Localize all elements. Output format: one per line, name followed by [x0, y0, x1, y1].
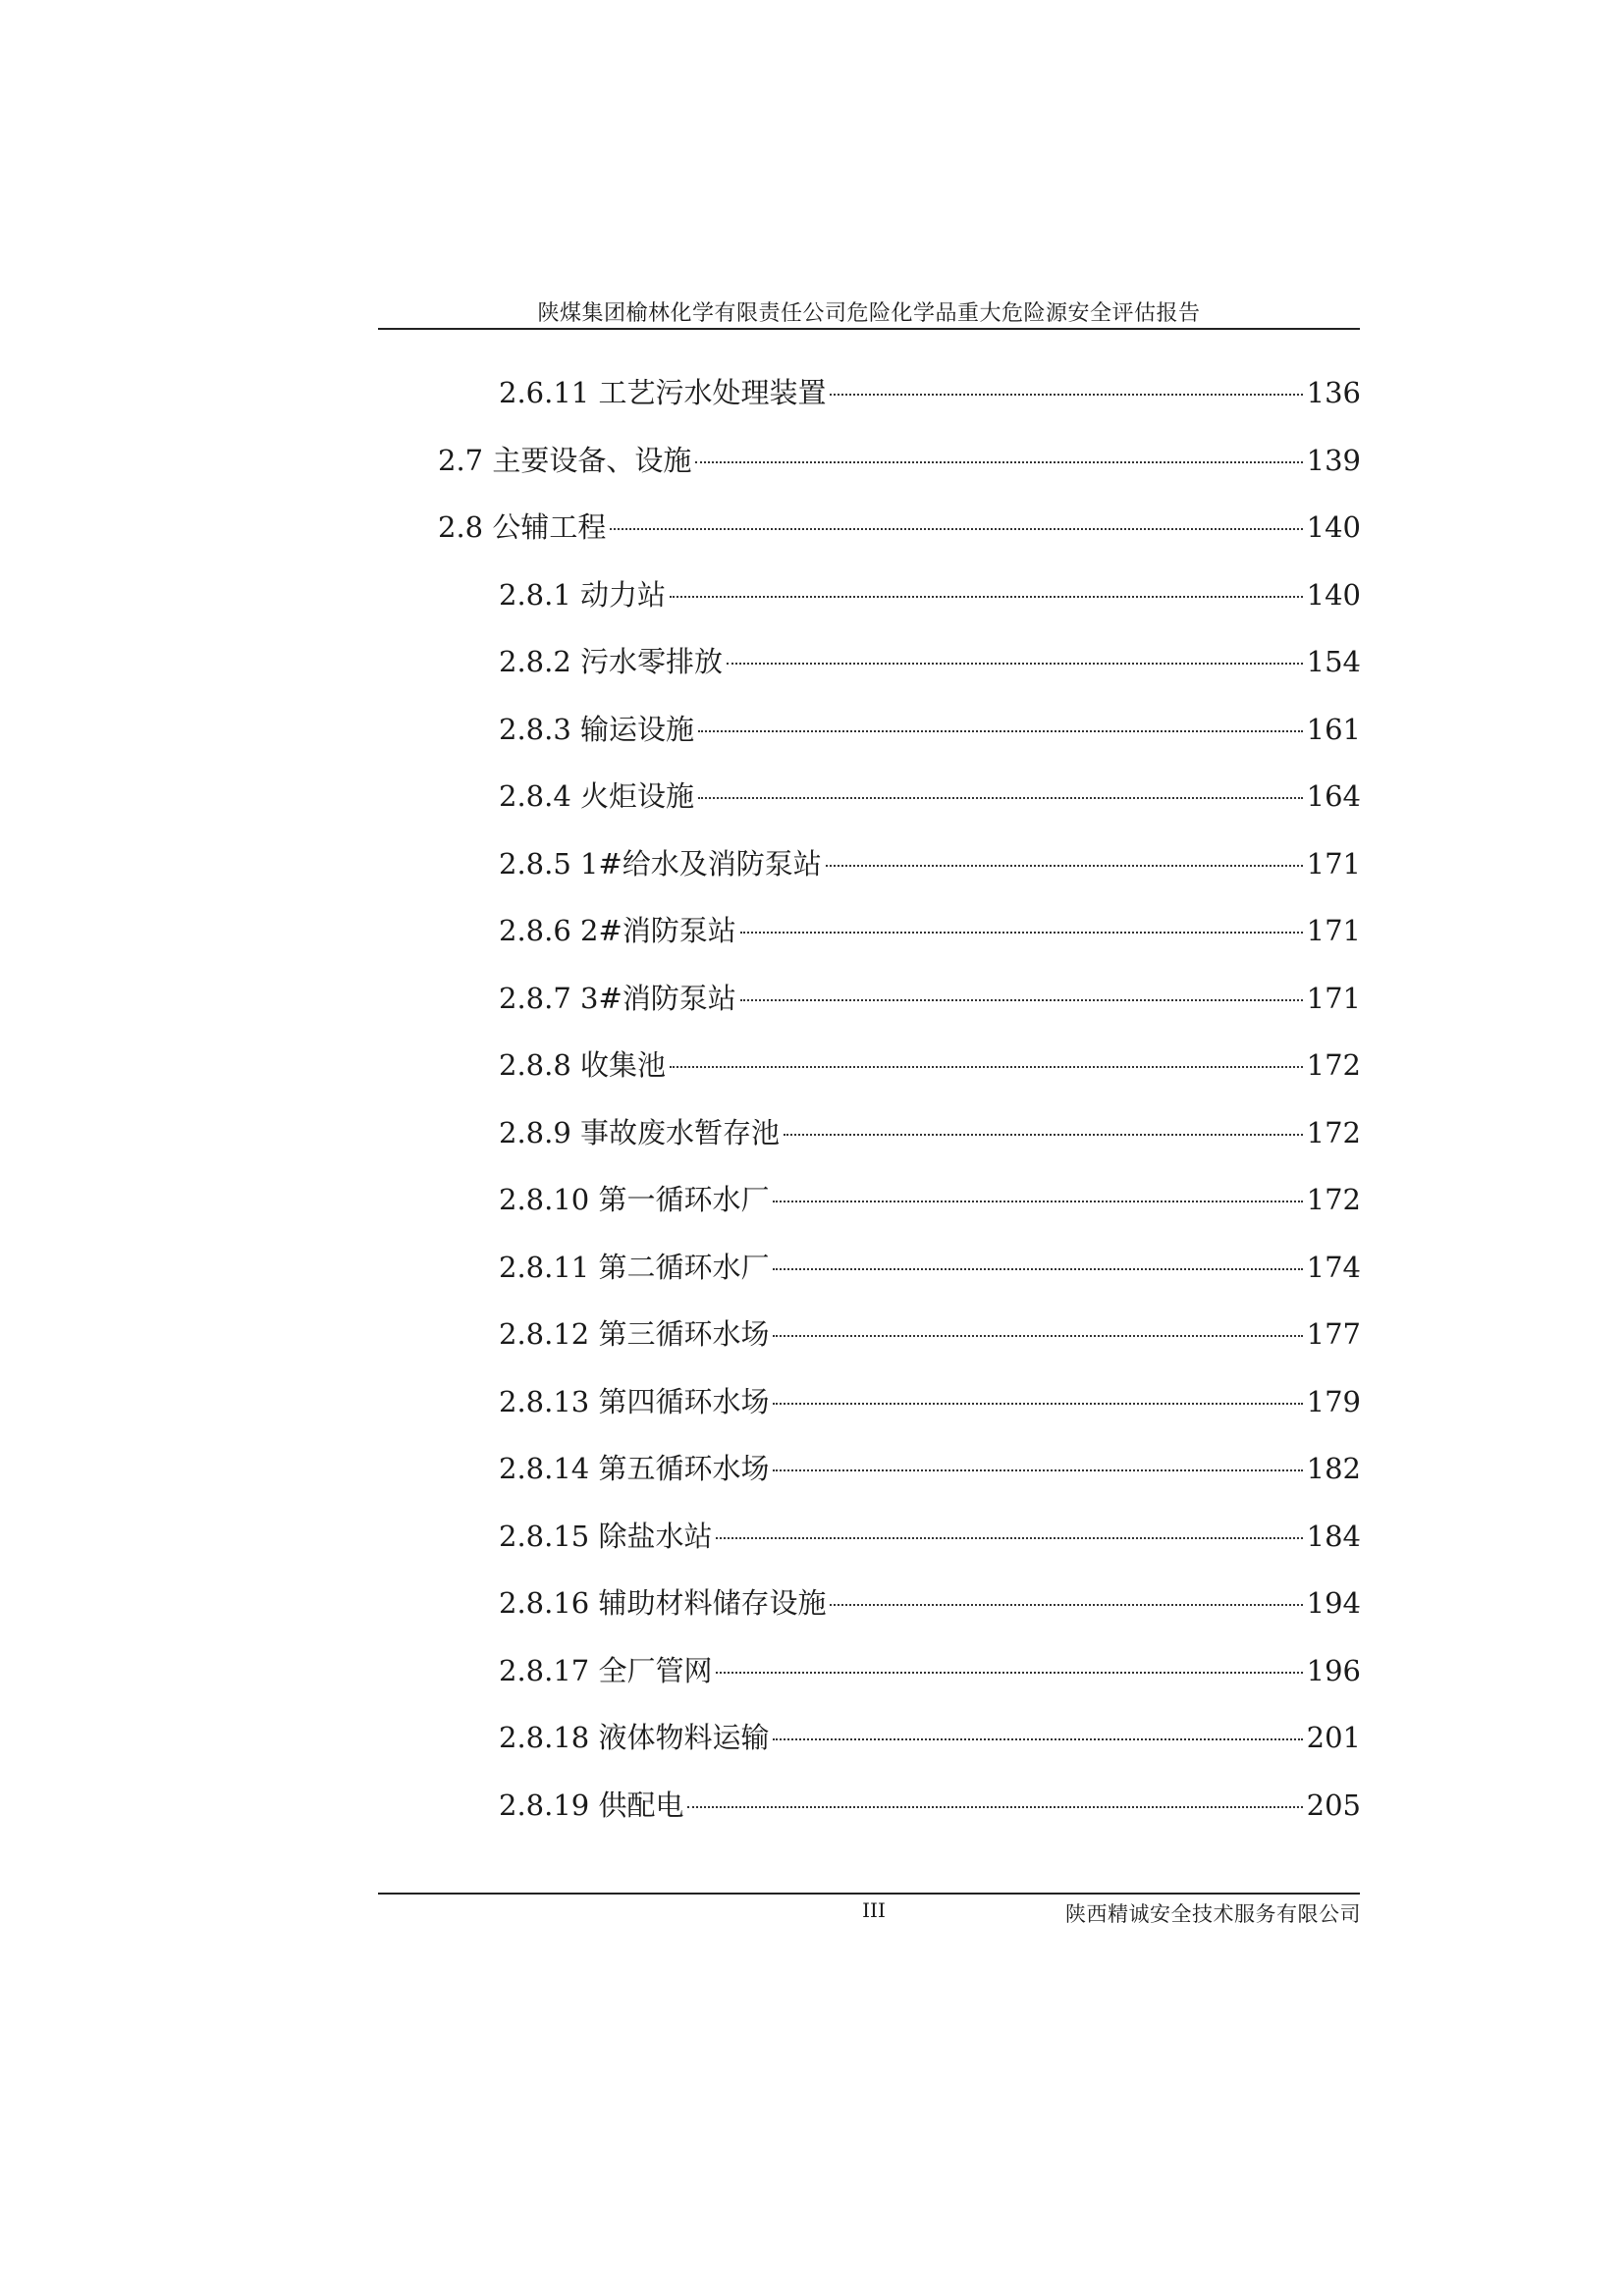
toc-entry[interactable] [499, 844, 1361, 883]
toc-entry-label [499, 710, 694, 749]
toc-entry[interactable] [499, 373, 1361, 412]
toc-entry[interactable] [499, 1314, 1361, 1354]
toc-entry-page-number: 172 [1306, 1183, 1361, 1216]
toc-entry-label [438, 441, 691, 480]
toc-entry[interactable] [499, 1382, 1361, 1421]
toc-entry-number: 2.8.2 [499, 645, 571, 678]
toc-dot-leader [716, 1537, 1302, 1539]
header-divider [378, 328, 1360, 330]
toc-entry-page-number: 164 [1306, 779, 1361, 813]
toc-entry-number: 2.8.6 [499, 914, 571, 947]
toc-entry-number: 2.8.12 [499, 1317, 590, 1351]
toc-entry-title: 公辅工程 [492, 510, 607, 544]
toc-entry-number: 2.8.1 [499, 578, 571, 612]
toc-dot-leader [740, 999, 1303, 1001]
toc-entry-page-number: 154 [1306, 645, 1361, 678]
toc-entry-title: 收集池 [580, 1048, 667, 1082]
toc-entry-label [499, 1180, 769, 1219]
toc-entry-page-number: 182 [1306, 1452, 1361, 1485]
toc-entry-label [499, 1382, 769, 1421]
toc-entry[interactable] [499, 911, 1361, 950]
toc-dot-leader [740, 932, 1303, 934]
toc-entry-page-number: 140 [1306, 578, 1361, 612]
toc-entry[interactable] [499, 1786, 1361, 1825]
toc-entry-title: 除盐水站 [598, 1520, 713, 1553]
toc-entry[interactable] [438, 441, 1361, 480]
toc-entry[interactable] [499, 1718, 1361, 1757]
toc-entry[interactable] [499, 1248, 1361, 1287]
toc-entry-page-number: 184 [1306, 1520, 1361, 1553]
toc-entry-label [499, 1113, 780, 1152]
toc-entry-page-number: 201 [1306, 1721, 1361, 1754]
toc-entry-label [499, 911, 736, 950]
toc-entry-page-number: 171 [1306, 982, 1361, 1015]
toc-entry-page-number: 140 [1306, 510, 1361, 544]
toc-entry-page-number: 171 [1306, 847, 1361, 881]
toc-entry-page-number: 177 [1306, 1317, 1361, 1351]
toc-entry-label [499, 979, 736, 1018]
toc-entry-page-number: 179 [1306, 1385, 1361, 1418]
toc-entry-number: 2.7 [438, 444, 484, 477]
toc-entry-title: 1#给水及消防泵站 [580, 847, 822, 881]
toc-entry-title: 液体物料运输 [598, 1721, 770, 1754]
toc-dot-leader [670, 1066, 1303, 1068]
toc-entry-title: 2#消防泵站 [580, 914, 736, 947]
toc-dot-leader [716, 1672, 1302, 1674]
toc-entry-label [499, 1583, 826, 1623]
toc-entry-page-number: 205 [1306, 1789, 1361, 1822]
toc-dot-leader [830, 394, 1302, 396]
toc-entry[interactable] [499, 776, 1361, 816]
toc-entry[interactable] [499, 710, 1361, 749]
page-header-title: 陕煤集团榆林化学有限责任公司危险化学品重大危险源安全评估报告 [537, 301, 1201, 326]
toc-entry-number: 2.8.11 [499, 1251, 590, 1284]
footer-company-name: 陕西精诚安全技术服务有限公司 [1065, 1902, 1361, 1926]
footer-divider [378, 1893, 1360, 1895]
toc-dot-leader [695, 461, 1302, 463]
toc-dot-leader [698, 797, 1303, 799]
toc-entry-label [499, 1314, 769, 1354]
toc-entry-page-number: 172 [1306, 1116, 1361, 1149]
toc-entry-title: 工艺污水处理装置 [598, 376, 827, 409]
toc-entry-page-number: 161 [1306, 713, 1361, 746]
toc-entry-label [438, 507, 606, 547]
toc-dot-leader [773, 1201, 1302, 1202]
toc-entry-number: 2.8.4 [499, 779, 571, 813]
toc-entry-number: 2.8.13 [499, 1385, 590, 1418]
toc-entry[interactable] [499, 575, 1361, 614]
toc-entry-title: 污水零排放 [580, 645, 724, 678]
toc-entry-label [499, 1718, 769, 1757]
toc-entry-number: 2.8 [438, 510, 484, 544]
toc-entry-number: 2.8.9 [499, 1116, 571, 1149]
toc-entry-label [499, 373, 826, 412]
toc-entry-number: 2.8.7 [499, 982, 571, 1015]
toc-entry-title: 主要设备、设施 [492, 444, 692, 477]
toc-dot-leader [698, 730, 1303, 732]
toc-entry-title: 第二循环水厂 [598, 1251, 770, 1284]
toc-dot-leader [610, 528, 1302, 530]
toc-entry-title: 供配电 [598, 1789, 684, 1822]
toc-entry-page-number: 196 [1306, 1654, 1361, 1687]
toc-entry-page-number: 139 [1306, 444, 1361, 477]
toc-entry[interactable] [499, 1045, 1361, 1085]
toc-entry-label [499, 776, 694, 816]
toc-dot-leader [670, 596, 1303, 598]
toc-entry[interactable] [438, 507, 1361, 547]
toc-entry-title: 动力站 [580, 578, 667, 612]
toc-dot-leader [773, 1469, 1302, 1471]
toc-dot-leader [687, 1806, 1302, 1808]
toc-dot-leader [773, 1335, 1302, 1337]
toc-entry-label [499, 642, 723, 681]
toc-entry[interactable] [499, 1517, 1361, 1556]
toc-entry-title: 事故废水暂存池 [580, 1116, 781, 1149]
toc-entry-page-number: 171 [1306, 914, 1361, 947]
toc-entry-label [499, 575, 666, 614]
toc-entry-number: 2.8.8 [499, 1048, 571, 1082]
toc-entry-title: 全厂管网 [598, 1654, 713, 1687]
toc-dot-leader [727, 663, 1303, 665]
footer-page-number: III [862, 1898, 886, 1922]
toc-entry-title: 输运设施 [580, 713, 695, 746]
toc-entry-label [499, 1045, 666, 1085]
toc-entry[interactable] [499, 1180, 1361, 1219]
toc-entry[interactable] [499, 1449, 1361, 1488]
toc-entry-number: 2.8.19 [499, 1789, 590, 1822]
toc-dot-leader [830, 1604, 1302, 1606]
toc-entry[interactable] [499, 642, 1361, 681]
toc-entry-page-number: 194 [1306, 1586, 1361, 1620]
toc-entry-page-number: 172 [1306, 1048, 1361, 1082]
toc-entry-number: 2.6.11 [499, 376, 590, 409]
toc-entry-label [499, 1248, 769, 1287]
toc-entry-title: 辅助材料储存设施 [598, 1586, 827, 1620]
toc-entry[interactable] [499, 1583, 1361, 1623]
toc-entry-title: 第四循环水场 [598, 1385, 770, 1418]
toc-dot-leader [784, 1134, 1303, 1136]
toc-entry-number: 2.8.17 [499, 1654, 590, 1687]
toc-entry-label [499, 1449, 769, 1488]
toc-entry-number: 2.8.5 [499, 847, 571, 881]
toc-dot-leader [773, 1738, 1302, 1740]
toc-entry[interactable] [499, 979, 1361, 1018]
toc-dot-leader [826, 865, 1303, 867]
toc-entry-number: 2.8.18 [499, 1721, 590, 1754]
toc-entry-label [499, 1786, 683, 1825]
toc-entry-number: 2.8.15 [499, 1520, 590, 1553]
toc-entry[interactable] [499, 1113, 1361, 1152]
toc-entry-number: 2.8.16 [499, 1586, 590, 1620]
toc-entry-label [499, 1651, 712, 1690]
toc-entry-page-number: 136 [1306, 376, 1361, 409]
toc-entry-number: 2.8.3 [499, 713, 571, 746]
toc-entry-title: 第一循环水厂 [598, 1183, 770, 1216]
toc-entry-title: 第五循环水场 [598, 1452, 770, 1485]
toc-dot-leader [773, 1268, 1302, 1270]
toc-entry-title: 第三循环水场 [598, 1317, 770, 1351]
toc-dot-leader [773, 1403, 1302, 1405]
toc-entry-label [499, 844, 822, 883]
toc-entry-number: 2.8.14 [499, 1452, 590, 1485]
toc-entry-title: 火炬设施 [580, 779, 695, 813]
toc-entry[interactable] [499, 1651, 1361, 1690]
toc-entry-title: 3#消防泵站 [580, 982, 736, 1015]
toc-entry-label [499, 1517, 712, 1556]
toc-entry-number: 2.8.10 [499, 1183, 590, 1216]
toc-entry-page-number: 174 [1306, 1251, 1361, 1284]
